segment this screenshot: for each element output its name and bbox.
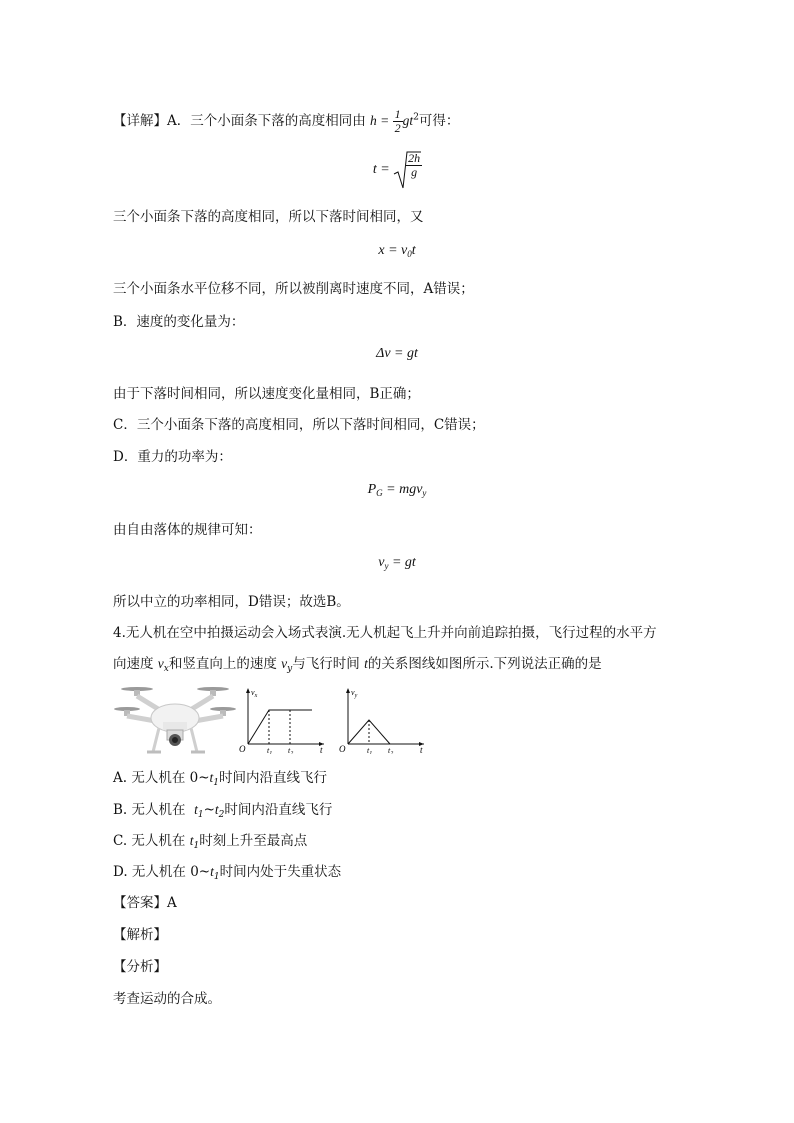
detail-tag: 【详解】: [113, 113, 167, 129]
detail-line-c: C．三个小面条下落的高度相同，所以下落时间相同，C错误；: [113, 417, 485, 433]
detail-a-intro-tail: 可得：: [418, 113, 460, 129]
x-formula: $x = v_0t$: [378, 243, 416, 259]
question-stem-line1: 4.无人机在空中拍摄运动会入场式表演.无人机起飞上升并向前追踪拍摄，飞行过程的水平方: [113, 625, 657, 641]
p-formula: $P_G = mgv_y$: [367, 482, 427, 498]
vx-origin: O: [239, 744, 246, 754]
detail-a-line: 【详解】A．三个小面条下落的高度相同由 h = $\frac{1}{2}$ $gt^2$可得：: [113, 107, 460, 135]
vy-ylabel: $v_y$: [351, 688, 358, 699]
detail-line-b-right: 由于下落时间相同，所以速度变化量相同，B正确；: [113, 386, 420, 402]
answer-line: 【答案】A: [113, 895, 177, 911]
vx-axes: [246, 688, 324, 746]
vx-t-graph: [238, 684, 330, 754]
detail-a-intro: A．三个小面条下落的高度相同由: [167, 113, 366, 129]
vy-formula: $v_y$ = gt: [378, 555, 416, 571]
h-formula-fraction: $\frac{1}{2}$: [394, 107, 401, 135]
vy-t-graph: [338, 684, 430, 754]
fenxi-text: 考查运动的合成。: [113, 991, 221, 1007]
vx-ylabel: $v_x$: [251, 688, 258, 699]
option-c[interactable]: C. 无人机在 $t_1$时刻上升至最高点: [113, 833, 308, 851]
option-d[interactable]: D. 无人机在 $0\sim t_1$时间内处于失重状态: [113, 864, 342, 882]
analysis-heading: 【解析】: [113, 927, 167, 943]
h-formula: h =: [370, 113, 393, 128]
drone-image: [113, 682, 237, 758]
detail-line-same-height: 三个小面条下落的高度相同，所以下落时间相同，又: [113, 209, 424, 225]
option-b[interactable]: B. 无人机在 $t_1\sim t_2$时间内沿直线飞行: [113, 802, 333, 820]
vx-xlabel: t: [320, 745, 323, 754]
detail-line-d: D．重力的功率为：: [113, 449, 232, 465]
vy-t2-tick: $t_2$: [388, 746, 394, 754]
h-formula-rest: gt: [402, 113, 414, 128]
question-stem-line2: 向速度 $v_x$和竖直向上的速度 $v_y$与飞行时间 t的关系图线如图所示.下列说法正确的是: [113, 656, 602, 674]
vx-t1-tick: $t_1$: [267, 746, 273, 754]
vx-t2-tick: $t_2$: [288, 746, 294, 754]
detail-line-free-fall: 由自由落体的规律可知：: [113, 522, 262, 538]
fenxi-heading: 【分析】: [113, 959, 167, 975]
vy-axes: [346, 688, 424, 746]
vy-origin: O: [339, 744, 346, 754]
detail-line-b: B．速度的变化量为：: [113, 314, 245, 330]
vy-t1-tick: $t_1$: [367, 746, 373, 754]
vx-series-line: [248, 710, 312, 744]
t-formula: t = $\frac{2h}{g}$: [0, 150, 794, 190]
dv-formula: Δv = gt: [376, 346, 418, 361]
vy-xlabel: t: [420, 745, 423, 754]
detail-line-a-wrong: 三个小面条水平位移不同，所以被削离时速度不同，A错误；: [113, 281, 474, 297]
t-formula-fraction: $\frac{2h}{g}$: [408, 151, 421, 179]
detail-line-d-wrong: 所以中立的功率相同，D错误；故选B。: [113, 594, 350, 610]
option-a[interactable]: A. 无人机在 $0\sim t_1$时间内沿直线飞行: [113, 770, 328, 788]
